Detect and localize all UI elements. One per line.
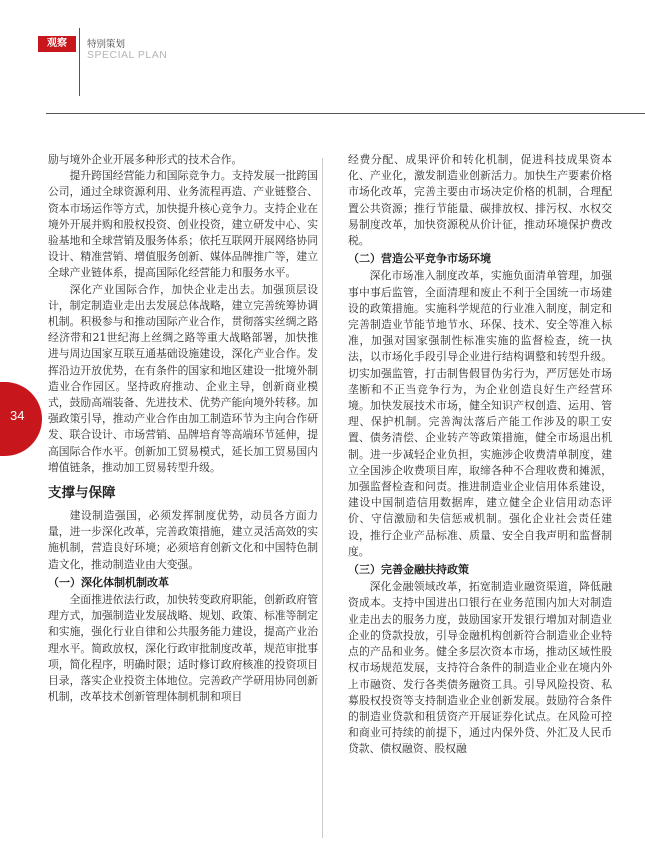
paragraph: 全面推进依法行政，加快转变政府职能，创新政府管理方式，加强制造业发展战略、规划、政策、标准等制定和实施，强化行业自律和公共服务能力建设，提高产业治理水平。简政放权，深化行政审批制度改革，规范审批事项，简化程序，明确时限；适时修订政府核准的投资项目目录，落实企业投资主体地位。完善政产学研用协同创新机制，改革技术创新管理体制机制和项目 — [48, 593, 318, 704]
subsection-heading: （三）完善金融扶持政策 — [348, 563, 469, 577]
section-badge: 观察 — [38, 36, 76, 52]
column-divider — [322, 158, 323, 838]
paragraph: 经费分配、成果评价和转化机制，促进科技成果资本化、产业化，激发制造业创新活力。加快生产要素价格市场化改革，完善主要由市场决定价格的机制，合理配置公共资源；推行节能量、碳排放权、排污权、水权交易制度改革，加快资源税从价计征，推动环境保护费改税。 — [348, 153, 612, 248]
paragraph: 励与境外企业开展多种形式的技术合作。 — [48, 153, 243, 166]
paragraph: 深化产业国际合作，加快企业走出去。加强顶层设计，制定制造业走出去发展总体战略，建立完善统筹协调机制。积极参与和推动国际产业合作，贯彻落实丝绸之路经济带和21世纪海上丝绸之路等重大战略部署，加快推进与周边国家互联互通基础设施建设，深化产业合作。发挥沿边开放优势，在有条件的国家和地区建设一批境外制造业合作园区。坚持政府推动、企业主导，创新商业模式，鼓励高端装备、先进技术、优势产能向境外转移。加强政策引导，推动产业合作由加工制造环节为主向合作研发、联合设计、市场营销、品牌培育等高端环节延伸，提高国际合作水平。创新加工贸易模式，延长加工贸易国内增值链条，推动加工贸易转型升级。 — [48, 282, 318, 474]
section-title-en: SPECIAL PLAN — [87, 49, 168, 61]
left-column — [48, 152, 318, 706]
subsection-heading: （二）营造公平竞争市场环境 — [348, 252, 491, 266]
right-column — [348, 152, 612, 758]
paragraph: 深化金融领域改革，拓宽制造业融资渠道，降低融资成本。支持中国进出口银行在业务范围内加大对制造业走出去的服务力度，鼓励国家开发银行增加对制造业企业的贷款投放，引导金融机构创新符合制造业企业特点的产品和业务。健全多层次资本市场，推动区域性股权市场规范发展，支持符合条件的制造业企业在境内外上市融资、发行各类债务融资工具。引导风险投资、私募股权投资等支持制造业企业创新发展。鼓励符合条件的制造业贷款和租赁资产开展证券化试点。在风险可控和商业可持续的前提下，通过内保外贷、外汇及人民币贷款、债权融资、股权融 — [348, 580, 612, 756]
subsection-heading: （一）深化体制机制改革 — [48, 575, 169, 589]
section-heading: 支撑与保障 — [48, 485, 116, 502]
paragraph: 深化市场准入制度改革，实施负面清单管理，加强事中事后监管，全面清理和废止不利于全国统一市场建设的政策措施。实施科学规范的行业准入制度，制定和完善制造业节能节地节水、环保、技术、安全等准入标准，加强对国家强制性标准实施的监督检查，统一执法，以市场化手段引导企业进行结构调整和转型升级。切实加强监管，打击制售假冒伪劣行为，严厉惩处市场垄断和不正当竞争行为，为企业创造良好生产经营环境。加快发展技术市场，健全知识产权创造、运用、管理、保护机制。完善淘汰落后产能工作涉及的职工安置、债务清偿、企业转产等政策措施，健全市场退出机制。进一步减轻企业负担，实施涉企收费清单制度，建立全国涉企收费项目库，取缔各种不合理收费和摊派，加强监督检查和问责。推进制造业企业信用体系建设，建设中国制造信用数据库，建立健全企业信用动态评价、守信激励和失信惩戒机制。强化企业社会责任建设，推行企业产品标准、质量、安全自我声明和监督制度。 — [348, 269, 612, 558]
header-vertical-rule — [79, 28, 80, 96]
paragraph: 建设制造强国，必须发挥制度优势，动员各方面力量，进一步深化改革，完善政策措施，建立灵活高效的实施机制，营造良好环境；必须培育创新文化和中国特色制造文化，推动制造业由大变强。 — [48, 509, 318, 571]
header-horizontal-rule — [46, 113, 645, 114]
section-title-cn: 特别策划 — [87, 39, 126, 50]
paragraph: 提升跨国经营能力和国际竞争力。支持发展一批跨国公司，通过全球资源利用、业务流程再造、产业链整合、资本市场运作等方式，加快提升核心竞争力。支持企业在境外开展并购和股权投资、创业投资，建立研发中心、实验基地和全球营销及服务体系；依托互联网开展网络协同设计、精准营销、增值服务创新、媒体品牌推广等，建立全球产业链体系，提高国际化经营能力和服务水平。 — [48, 169, 318, 280]
page-number: 34 — [10, 408, 25, 423]
